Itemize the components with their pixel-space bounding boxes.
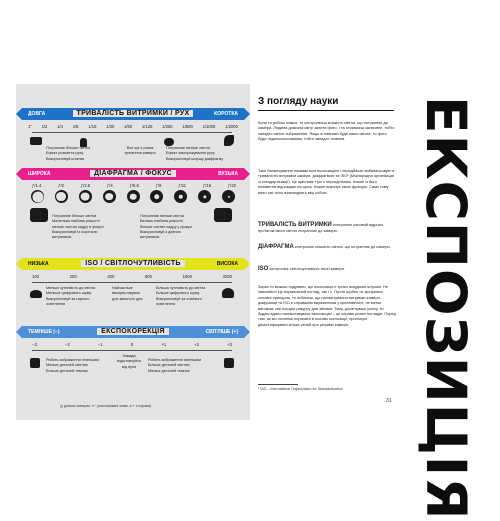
cow-silhouette-icon bbox=[30, 358, 40, 368]
exposure-tick: +1 bbox=[161, 342, 167, 347]
aperture-tick: ƒ/2 bbox=[58, 183, 64, 188]
aperture-diagram bbox=[30, 190, 236, 203]
iso-mid-text: Найчастіше використовують для звичного дня bbox=[112, 286, 143, 301]
term-aperture bbox=[258, 244, 396, 250]
aperture-tick: ƒ/22 bbox=[227, 183, 236, 188]
exposure-title: ЕКСПОКОРЕКЦІЯ bbox=[97, 328, 169, 335]
shutter-scale-line bbox=[32, 132, 232, 133]
aperture-tick: ƒ/11 bbox=[178, 183, 187, 188]
aperture-right-label: ВУЗЬКА bbox=[218, 171, 238, 177]
iso-scale-line bbox=[32, 282, 232, 283]
aperture-opening-icon bbox=[127, 190, 140, 203]
shutter-tick: 1/4 bbox=[57, 124, 63, 129]
aperture-title: ДІАФРАГМА / ФОКУС bbox=[90, 170, 176, 177]
shutter-tick: 1/125 bbox=[141, 124, 153, 129]
hummingbird-silhouette-icon bbox=[224, 135, 234, 146]
aperture-opening-icon bbox=[79, 190, 92, 203]
iso-tick: 100 bbox=[32, 274, 39, 279]
heading-rule bbox=[258, 110, 394, 111]
aperture-tick: ƒ/2.8 bbox=[80, 183, 91, 188]
aperture-wide-text: Потрапляє більше світла Маленька глибина різкості/ менше частин кадру в фокусі Використовуй із короткою витримкою bbox=[52, 214, 104, 240]
aperture-narrow-text: Потрапляє менше світла Велика глибина різкості/ більше частин кадру у фокусі Використовуй з довгою витримкою bbox=[140, 214, 193, 240]
shutter-right-label: КОРОТКА bbox=[214, 111, 238, 117]
shutter-band bbox=[22, 108, 244, 120]
term-iso-desc: контролює світлочутливість твоєї камери. bbox=[269, 266, 345, 271]
book-spread bbox=[16, 84, 484, 521]
aperture-left-label: ШИРОКА bbox=[28, 171, 51, 177]
term-iso bbox=[258, 266, 396, 272]
paragraph-balance: Таке балансування називається експозицією і передбачає вибалансовую із тривалістю витримки камери, діафрагмою та ISO¹ (Міжнародна організація зі стандартизації). Це щасливе тріо є нероздільним. Кожне із його елементів відповідає на щось. Кожен виконує свою функцію. Саме тому вони так тісно взаємодіють між собою. bbox=[258, 168, 395, 195]
term-iso-label: ISO bbox=[258, 266, 269, 272]
exposure-mid-text: Завжди відштовхуйся від нуля bbox=[117, 354, 141, 369]
exposure-tick: 0 bbox=[130, 342, 134, 347]
infographic-page bbox=[16, 84, 250, 420]
footnote: ¹ ISO – International Organization for Standardization bbox=[258, 387, 343, 391]
iso-title: ISO / СВІТЛОЧУТЛИВІСТЬ bbox=[81, 260, 185, 267]
aperture-tick: ƒ/4 bbox=[106, 183, 113, 188]
aperture-tick: ƒ/1.4 bbox=[32, 183, 42, 188]
footnote-rule bbox=[258, 384, 298, 385]
iso-band bbox=[22, 258, 244, 270]
shutter-title: ТРИВАЛІСТЬ ВИТРИМКИ / РУХ bbox=[73, 110, 194, 117]
cow-silhouette-icon bbox=[224, 358, 234, 368]
iso-high-text: Більша чутливість до світла Більше цифрового шуму Використовуй за слабкого освітлення bbox=[156, 286, 206, 306]
exposure-light-text: Робить зображення світлішим Більше деталей світлих Менше деталей темних bbox=[148, 358, 201, 373]
shutter-tick: 1/1000 bbox=[202, 124, 216, 129]
shutter-tick: 1/250 bbox=[162, 124, 173, 129]
aperture-opening-icon bbox=[222, 190, 235, 203]
iso-right-label: ВИСОКА bbox=[216, 261, 238, 267]
bird-silhouette-icon bbox=[164, 138, 174, 146]
iso-tick: 800 bbox=[144, 274, 152, 279]
shutter-long-text: Потрапляє більше світла Ефект розмиття руху Використовуй штатив bbox=[46, 146, 91, 161]
vertical-title-text: ЕКСПОЗИЦІЯ bbox=[414, 96, 478, 521]
term-shutter-label: ТРИВАЛІСТЬ ВИТРИМКИ bbox=[258, 222, 332, 228]
iso-scale bbox=[32, 274, 232, 279]
shutter-tick: 1/8 bbox=[72, 124, 79, 129]
aperture-opening-icon bbox=[198, 190, 211, 203]
exposure-tick: +2 bbox=[194, 342, 200, 347]
shutter-scale bbox=[28, 124, 238, 129]
shutter-tick: 1" bbox=[28, 124, 32, 129]
iso-tick: 3200 bbox=[222, 274, 232, 279]
shutter-tick: 1/30 bbox=[106, 124, 115, 129]
shutter-tick: 1/2000 bbox=[225, 124, 238, 129]
shutter-left-label: ДОВГА bbox=[28, 111, 46, 117]
shutter-short-text: Потрапляє менше світла Ефект заморожування руху Використовуй ширшу діафрагму bbox=[166, 146, 224, 161]
aperture-scale bbox=[32, 183, 236, 188]
term-aperture-desc: контролює кількість світла, що потрапляє до камери. bbox=[294, 244, 391, 249]
page-number: 31 bbox=[386, 398, 392, 404]
iso-left-label: НИЗЬКА bbox=[28, 261, 49, 267]
bison-silhouette-icon bbox=[30, 137, 42, 145]
section-heading: З погляду науки bbox=[258, 96, 339, 107]
aperture-tick: ƒ/5.6 bbox=[129, 183, 139, 188]
shutter-tick: 1/15 bbox=[88, 124, 97, 129]
paragraph-closing: Зараз ти можеш подумати, що експозиція є трохи занудною штукою. Не хвилюйся! Це нормальний погляд, так і є. Проте щойно ти зрозумієш основні принципи, то побачиш, що налаштування витримки камери, діафрагми та ISO є справжнім вираженням у креативності, не менш вагомим, ніж пошуки ракурсу для зйомки. Тому, досягнувши успіху, ти будеш вдало налаштовувати експозицію – це справа різних поглядів. Перед тим, як ми почнемо поринати в основи експозиції, пропоную демістифікувати кілька речей про режими камери. bbox=[258, 284, 396, 327]
exposure-dark-text: Робить зображення темнішим Менше деталей світлих Більше деталей темних bbox=[46, 358, 99, 373]
term-shutter bbox=[258, 222, 396, 234]
term-shutter-desc: контролює часовий відрізок, протягом якого світло потрапляє до камери. bbox=[258, 222, 384, 234]
shutter-tick: 1/60 bbox=[124, 124, 133, 129]
aperture-opening-icon bbox=[103, 190, 116, 203]
exposure-tick: +3 bbox=[227, 342, 232, 347]
aperture-tick: ƒ/8 bbox=[155, 183, 162, 188]
exposure-tick: −2 bbox=[64, 342, 70, 347]
vertical-title bbox=[400, 88, 480, 521]
exposure-tick: −3 bbox=[32, 342, 37, 347]
text-page bbox=[250, 84, 484, 521]
tree-silhouette-icon bbox=[214, 208, 232, 222]
exposure-scale-line bbox=[32, 350, 232, 351]
exposure-footnote: (у деяких камерах +/− розташовані зліва, а + з справа) bbox=[60, 404, 152, 408]
term-aperture-label: ДІАФРАГМА bbox=[258, 244, 294, 250]
paragraph-intro: Коли ти робиш знімок, то контролюєш кількість світла, що потрапляє до камери. Людина довкола світу залити фото, і та отримаєш засвічене, тобто занадто світле зображення. Якщо ж навпаки буде мало світла, то фото буде недоекспонованим, тобто занадто темним. bbox=[258, 120, 395, 142]
exposure-tick: −1 bbox=[97, 342, 103, 347]
exposure-right-label: СВІТЛІШЕ (+) bbox=[205, 329, 238, 335]
aperture-opening-icon bbox=[55, 190, 68, 203]
turtle-silhouette-icon bbox=[30, 290, 42, 298]
iso-tick: 1600 bbox=[182, 274, 192, 279]
aperture-opening-icon bbox=[150, 190, 163, 203]
iso-low-text: Менша чутливість до світла Меньше цифрового шуму Використовуй за гарного освітлення bbox=[46, 286, 96, 306]
exposure-band bbox=[22, 326, 244, 338]
aperture-opening-icon bbox=[174, 190, 187, 203]
aperture-opening-icon bbox=[31, 190, 44, 203]
shutter-tick: 1/500 bbox=[182, 124, 193, 129]
iso-tick: 200 bbox=[69, 274, 77, 279]
tree-silhouette-icon bbox=[30, 208, 48, 222]
exposure-left-label: ТЕМНІШЕ (−) bbox=[28, 329, 60, 335]
exposure-scale bbox=[32, 342, 232, 347]
aperture-tick: ƒ/16 bbox=[202, 183, 212, 188]
aperture-band bbox=[22, 168, 244, 180]
iso-tick: 400 bbox=[107, 274, 115, 279]
shutter-mid-text: Все ще є ризик тремтіння камери bbox=[124, 146, 156, 156]
shutter-tick: 1/2 bbox=[41, 124, 48, 129]
